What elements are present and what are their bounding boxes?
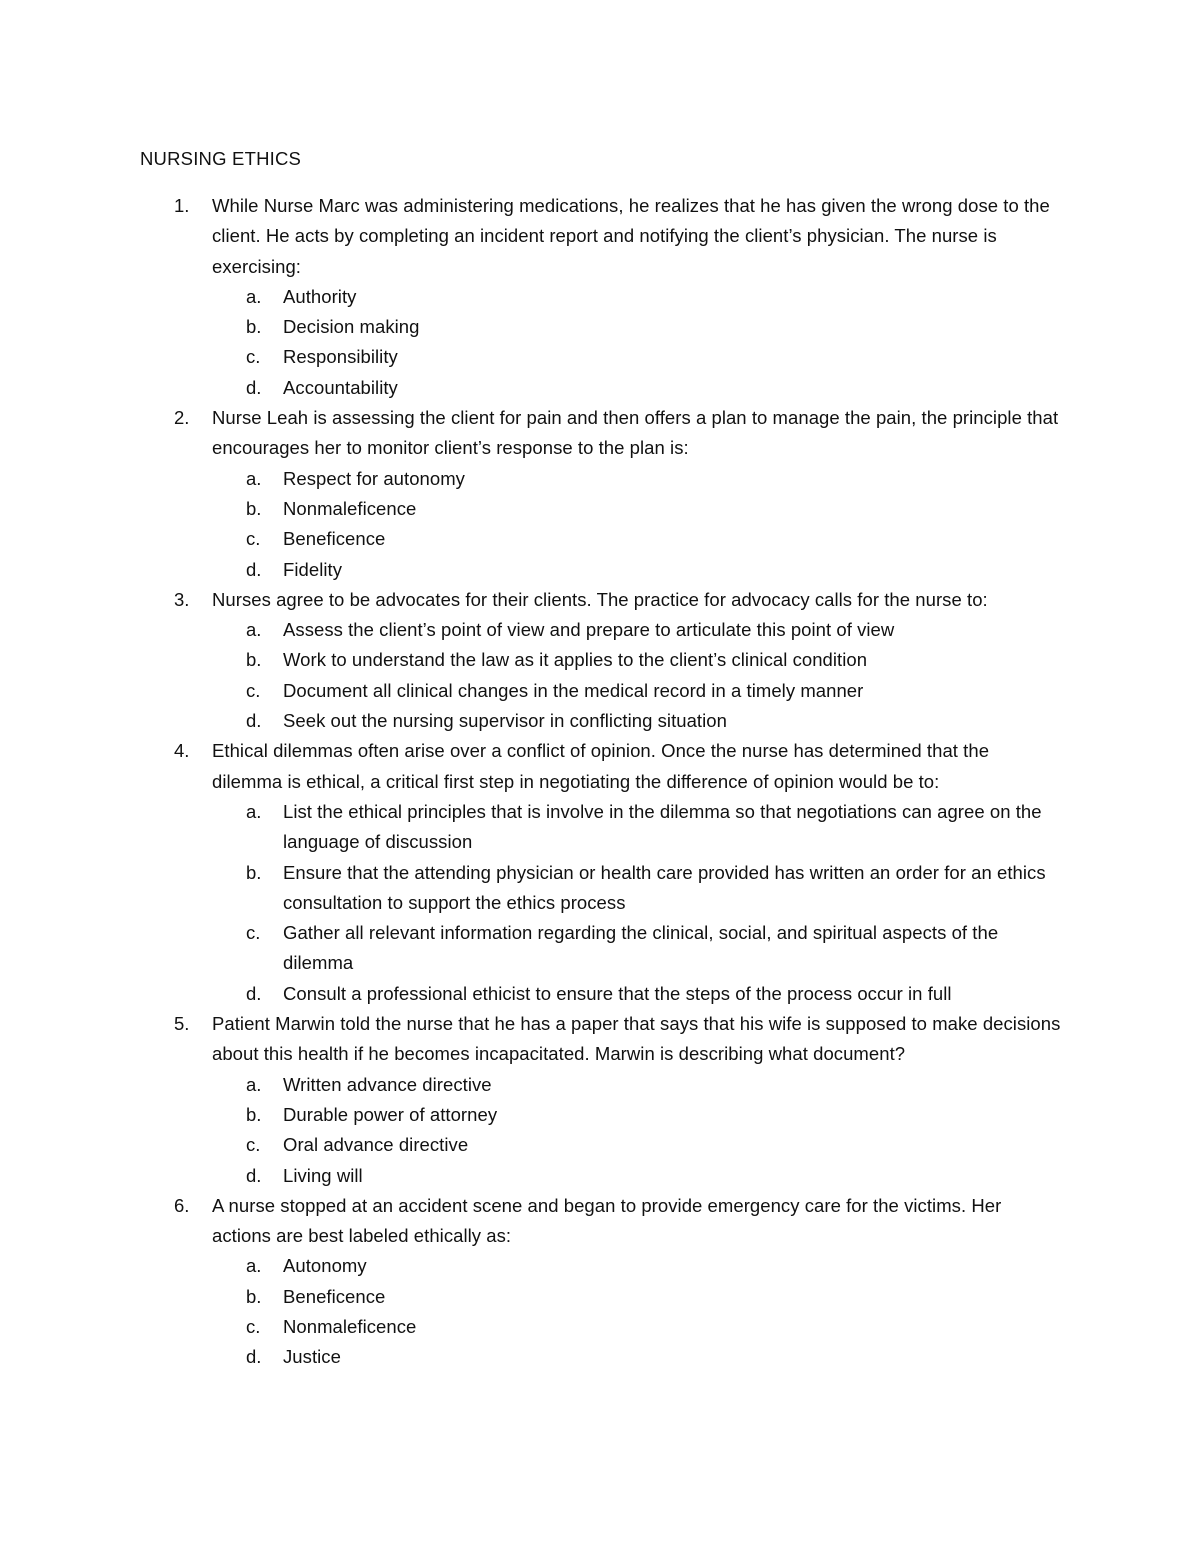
- option-text: Responsibility: [283, 346, 398, 368]
- question-text: Nurse Leah is assessing the client for pain and then offers a plan to manage the pain, the principle that encourages her to monitor client’s response to the plan is:: [212, 407, 1059, 459]
- option-text: Document all clinical changes in the medical record in a timely manner: [283, 679, 864, 701]
- option-list: [0, 615, 1200, 736]
- option-letter: b.: [246, 1103, 262, 1125]
- option-text: Authority: [283, 285, 357, 307]
- answer-option: [0, 645, 1200, 675]
- option-list: [0, 282, 1200, 403]
- option-text: Assess the client’s point of view and prepare to articulate this point of view: [283, 619, 895, 641]
- option-letter: d.: [246, 376, 262, 398]
- option-list: [0, 464, 1200, 585]
- answer-option: [0, 555, 1200, 585]
- option-letter: a.: [246, 800, 262, 822]
- answer-option: [0, 1342, 1200, 1372]
- option-text: Nonmaleficence: [283, 1315, 417, 1337]
- document-title: NURSING ETHICS: [140, 148, 302, 169]
- answer-option: [0, 1312, 1200, 1342]
- question-list: [0, 191, 1200, 1373]
- option-text: Ensure that the attending physician or health care provided has written an order for an ethics consultation to support the ethics process: [283, 861, 1046, 913]
- option-letter: a.: [246, 619, 262, 641]
- option-text: Autonomy: [283, 1255, 367, 1277]
- option-text: Justice: [283, 1346, 341, 1368]
- option-list: [0, 1070, 1200, 1191]
- option-text: Written advance directive: [283, 1073, 492, 1095]
- answer-option: [0, 1130, 1200, 1160]
- question-text: Nurses agree to be advocates for their clients. The practice for advocacy calls for the nurse to:: [212, 588, 988, 610]
- option-text: Gather all relevant information regarding the clinical, social, and spiritual aspects of the dilemma: [283, 922, 999, 974]
- question-number: 1.: [174, 195, 190, 216]
- answer-option: [0, 1161, 1200, 1191]
- option-text: Fidelity: [283, 558, 342, 580]
- option-text: Work to understand the law as it applies to the client’s clinical condition: [283, 649, 868, 671]
- question-item: [0, 736, 1200, 1009]
- question-number: 6.: [174, 1194, 190, 1216]
- option-letter: c.: [246, 1315, 261, 1337]
- option-letter: b.: [246, 861, 262, 883]
- answer-option: [0, 524, 1200, 554]
- question-number: 2.: [174, 407, 190, 429]
- option-letter: c.: [246, 922, 261, 944]
- answer-option: [0, 706, 1200, 736]
- answer-option: [0, 464, 1200, 494]
- question-item: [0, 403, 1200, 585]
- answer-option: [0, 918, 1200, 979]
- option-text: Seek out the nursing supervisor in conflicting situation: [283, 710, 727, 732]
- option-letter: a.: [246, 467, 262, 489]
- answer-option: [0, 1070, 1200, 1100]
- question-number: 4.: [174, 740, 190, 762]
- option-text: Beneficence: [283, 1285, 386, 1307]
- option-letter: a.: [246, 1073, 262, 1095]
- question-number: 3.: [174, 588, 190, 610]
- question-text: Patient Marwin told the nurse that he has a paper that says that his wife is supposed to make decisions about this health if he becomes incapacitated. Marwin is describing what document?: [212, 1013, 1061, 1065]
- option-list: [0, 797, 1200, 1009]
- option-letter: b.: [246, 649, 262, 671]
- option-letter: a.: [246, 285, 262, 307]
- option-letter: d.: [246, 558, 262, 580]
- answer-option: [0, 494, 1200, 524]
- answer-option: [0, 373, 1200, 403]
- answer-option: [0, 979, 1200, 1009]
- answer-option: [0, 615, 1200, 645]
- question-text: Ethical dilemmas often arise over a conflict of opinion. Once the nurse has determined that the dilemma is ethical, a critical first step in negotiating the difference of opinion would be to:: [212, 740, 990, 792]
- question-text: A nurse stopped at an accident scene and began to provide emergency care for the victims. Her actions are best labeled ethically as:: [212, 1194, 1002, 1247]
- option-text: List the ethical principles that is involve in the dilemma so that negotiations can agree on the language of discussion: [283, 800, 1042, 853]
- answer-option: [0, 1100, 1200, 1130]
- option-letter: d.: [246, 1346, 262, 1368]
- option-text: Decision making: [283, 316, 420, 338]
- option-letter: b.: [246, 316, 262, 338]
- question-number: 5.: [174, 1013, 190, 1035]
- option-letter: c.: [246, 346, 261, 368]
- answer-option: [0, 858, 1200, 919]
- answer-option: [0, 676, 1200, 706]
- option-letter: d.: [246, 1164, 262, 1186]
- option-text: Living will: [283, 1164, 363, 1186]
- answer-option: [0, 282, 1200, 312]
- question-item: [0, 1191, 1200, 1373]
- answer-option: [0, 342, 1200, 372]
- option-letter: c.: [246, 1134, 261, 1156]
- option-text: Accountability: [283, 376, 398, 398]
- option-list: [0, 1251, 1200, 1372]
- option-text: Durable power of attorney: [283, 1103, 498, 1125]
- option-text: Consult a professional ethicist to ensure that the steps of the process occur in full: [283, 982, 952, 1004]
- question-text: While Nurse Marc was administering medications, he realizes that he has given the wrong dose to the client. He acts by completing an incident report and notifying the client’s physician. The nurse is exercising:: [212, 195, 1050, 277]
- option-letter: c.: [246, 679, 261, 701]
- answer-option: [0, 1251, 1200, 1281]
- option-letter: b.: [246, 1285, 262, 1307]
- question-item: [0, 191, 1200, 403]
- question-item: [0, 585, 1200, 736]
- option-letter: c.: [246, 528, 261, 550]
- option-letter: a.: [246, 1255, 262, 1277]
- option-text: Respect for autonomy: [283, 467, 465, 489]
- answer-option: [0, 1282, 1200, 1312]
- option-text: Beneficence: [283, 528, 386, 550]
- option-letter: b.: [246, 497, 262, 519]
- question-item: [0, 1009, 1200, 1191]
- option-text: Nonmaleficence: [283, 497, 417, 519]
- answer-option: [0, 312, 1200, 342]
- option-letter: d.: [246, 710, 262, 732]
- option-text: Oral advance directive: [283, 1134, 469, 1156]
- answer-option: [0, 797, 1200, 858]
- option-letter: d.: [246, 982, 262, 1004]
